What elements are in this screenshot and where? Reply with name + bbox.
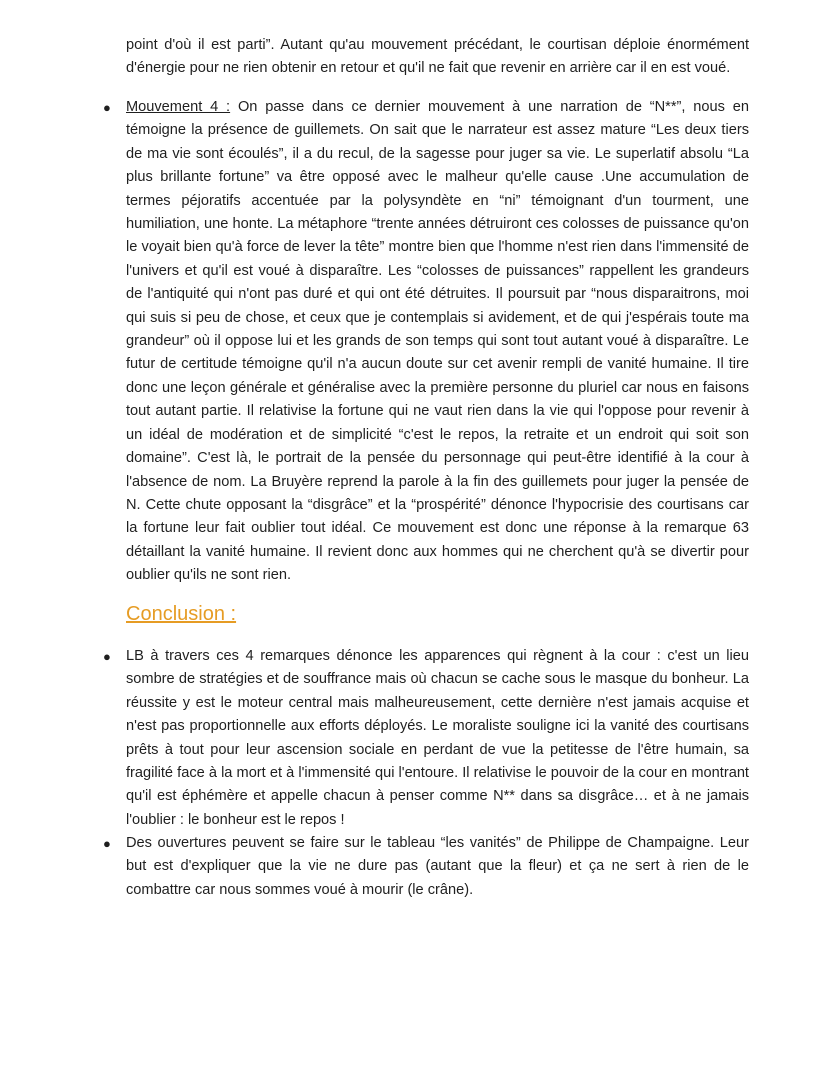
bullet-icon: ● xyxy=(103,836,111,851)
conclusion-bullet-1 xyxy=(0,645,828,832)
continuation-paragraph xyxy=(0,34,828,81)
bullet-icon: ● xyxy=(103,649,111,664)
conclusion-bullet-2-text: Des ouvertures peuvent se faire sur le tableau “les vanités” de Philippe de Champaigne. Leur but est d'expliquer que la vie ne dure pas (autant que la fleur) et ça ne sert à rien de le combattre car nous sommes voué à mourir (le crâne). xyxy=(126,835,749,898)
conclusion-bullet-2 xyxy=(0,832,828,902)
continuation-text: point d'où il est parti”. Autant qu'au mouvement précédant, le courtisan déploie énormément d'énergie pour ne rien obtenir en retour et qu'il ne fait que revenir en arrière car il en est voué. xyxy=(126,37,749,77)
mouvement-4-paragraph xyxy=(126,96,749,588)
conclusion-heading: Conclusion : xyxy=(126,603,237,625)
mouvement-4-item xyxy=(0,96,828,588)
mouvement-4-label: Mouvement 4 : xyxy=(126,99,231,115)
conclusion-bullet-1-text: LB à travers ces 4 remarques dénonce les apparences qui règnent à la cour : c'est un lieu sombre de stratégies et de souffrance mais où chacun se cache sous le masque du bonheur. La réussite y est le moteur central mais malheureusement, cette dernière n'est jamais acquise et n'est pas proportionnelle aux efforts déployés. Le moraliste souligne ici la vanité des courtisans prêts à tout pour leur ascension sociale en perdant de vue la petitesse de l'être humain, sa fragilité face à la mort et à l'immensité qui l'entoure. Il relativise le pouvoir de la cour en montrant qu'il est éphémère et appelle chacun à penser comme N** dans sa disgrâce… et à ne jamais l'oublier : le bonheur est le repos ! xyxy=(126,648,749,828)
mouvement-4-text: On passe dans ce dernier mouvement à une narration de “N**”, nous en témoigne la présence de guillemets. On sait que le narrateur est assez mature “Les deux tiers de ma vie sont écoulés”, il a du recul, de la sagesse pour juger sa vie. Le superlatif absolu “La plus brillante fortune” va être opposé avec le malheur qu'elle cause .Une accumulation de termes péjoratifs accentuée par la polysyndète en “ni” témoignant d'un tourment, une humiliation, une honte. La métaphore “trente années détruiront ces colosses de puissance qu'on le voyait bien qu'à force de lever la tête” montre bien que l'homme n'est rien dans l'immensité de l'univers et qu'il est voué à disparaître. Les “colosses de puissances” rappellent les grandeurs de l'antiquité qui n'ont pas duré et qui ont été détruites. Il poursuit par “nous disparaitrons, moi qui suis si peu de chose, et ceux que je contemplais si avidement, et de qui j'espérais toute ma grandeur” où il oppose lui et les grands de son temps qui sont tout autant voué à disparaître. Le futur de certitude témoigne qu'il n'a aucun doute sur cet avenir rempli de vanité humaine. Il tire donc une leçon générale et généralise avec la première personne du pluriel car nous en faisons tout autant partie. Il relativise la fortune qui ne vaut rien dans la vie qui l'oppose pour revenir à un idéal de modération et de simplicité “c'est le repos, la retraite et un endroit qui soit son domaine”. C'est là, le portrait de la pensée du personnage qui peut-être identifié à la cour à l'absence de nom. La Bruyère reprend la parole à la fin des guillemets pour juger la pensée de N. Cette chute opposant la “disgrâce” et la “prospérité” dénonce l'hypocrisie des courtisans car la fortune leur fait oublier tout idéal. Ce mouvement est donc une réponse à la remarque 63 détaillant la vanité humaine. Il revient donc aux hommes qui ne cherchent qu'à se divertir pour oublier qu'ils ne sont rien. xyxy=(126,99,750,584)
bullet-icon: ● xyxy=(103,100,111,115)
